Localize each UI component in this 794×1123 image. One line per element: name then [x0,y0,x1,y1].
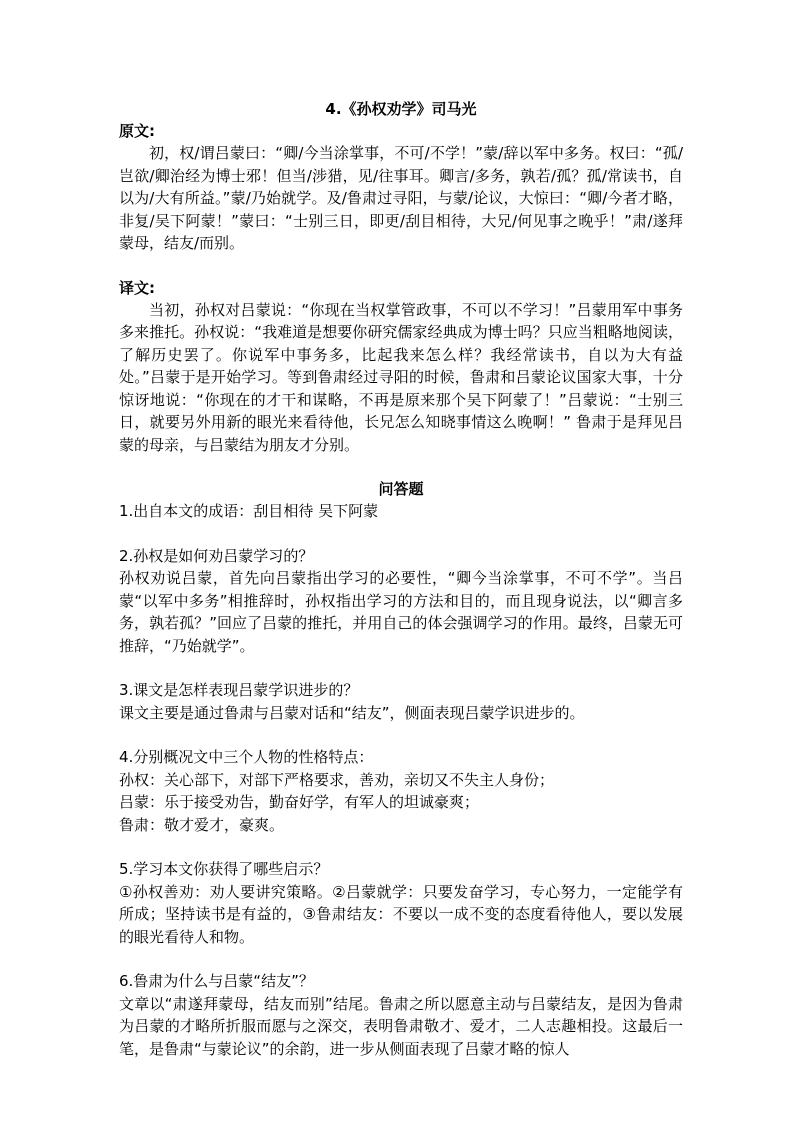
q5-answer: ①孙权善劝：劝人要讲究策略。②吕蒙就学：只要发奋学习，专心努力，一定能学有所成；坚持读书是有益的，③鲁肃结友：不要以一成不变的态度看待他人，要以发展的眼光看待人和物。 [119,882,683,946]
section-gap [119,657,683,679]
section-gap [119,523,683,545]
original-label: 原文: [119,122,155,140]
section-gap [119,255,683,277]
q4-answer-lusu: 鲁肃：敬才爱才，豪爽。 [119,815,285,834]
q5-question: 5.学习本文你获得了哪些启示？ [119,860,329,878]
section-gap [119,724,683,746]
q3-question: 3.课文是怎样表现吕蒙学识进步的？ [119,681,359,699]
q4-question: 4.分别概况文中三个人物的性格特点： [119,748,374,766]
section-gap [119,948,683,970]
q6-question: 6.鲁肃为什么与吕蒙“结友”？ [119,972,314,990]
document-page [119,98,683,1060]
section-gap [119,836,683,858]
q3-answer: 课文主要是通过鲁肃与吕蒙对话和“结友”，侧面表现吕蒙学识进步的。 [119,703,585,722]
q4-answer-sunquan: 孙权：关心部下，对部下严格要求，善劝，亲切又不失主人身份； [119,770,555,789]
original-text: 初，权/谓吕蒙曰：“卿/今当涂掌事，不可/不学！”蒙/辞以军中多务。权曰：“孤/岂欲/卿治经为博士邪！但当/涉猎，见/往事耳。卿言/多务，孰若/孤？孤/常读书，自以为/大有所益。”蒙/乃始就学。及/鲁肃过寻阳，与蒙/论议，大惊曰：“卿/今者才略，非复/吴下阿蒙！”蒙曰：“士别三日，即更/刮目相待，大兄/何见事之晚乎！”肃/遂拜蒙母，结友/而别。 [119,144,683,252]
qa-heading: 问答题 [378,480,424,498]
document-title: 4.《孙权劝学》司马光 [325,100,477,118]
q1-text: 1.出自本文的成语：刮目相待 吴下阿蒙 [119,502,379,520]
q6-answer: 文章以“肃遂拜蒙母，结友而别”结尾。鲁肃之所以愿意主动与吕蒙结友，是因为鲁肃为吕蒙的才略所折服而愿与之深交，表明鲁肃敬才、爱才，二人志趣相投。这最后一笔，是鲁肃“与蒙论议”的余韵，进一步从侧面表现了吕蒙才略的惊人 [119,994,683,1058]
translation-label: 译文: [119,278,155,297]
translation-text: 当初，孙权对吕蒙说：“你现在当权掌管政事，不可以不学习！”吕蒙用军中事务多来推托。孙权说：“我难道是想要你研究儒家经典成为博士吗？只应当粗略地阅读，了解历史罢了。你说军中事务多，比起我来怎么样？我经常读书，自以为大有益处。”吕蒙于是开始学习。等到鲁肃经过寻阳的时候，鲁肃和吕蒙论议国家大事，十分惊讶地说：“你现在的才干和谋略，不再是原来那个吴下阿蒙了！”吕蒙说：“士别三日，就要另外用新的眼光来看待他，长兄怎么知晓事情这么晚啊！” 鲁肃于是拜见吕蒙的母亲，与吕蒙结为朋友才分别。 [119,300,683,454]
q2-question: 2.孙权是如何劝吕蒙学习的？ [119,546,314,565]
q2-answer: 孙权劝说吕蒙，首先向吕蒙指出学习的必要性，“卿今当涂掌事，不可不学”。当吕蒙“以军中多务”相推辞时，孙权指出学习的方法和目的，而且现身说法，以“卿言多务，孰若孤？”回应了吕蒙的推托，并用自己的体会强调学习的作用。最终，吕蒙无可推辞，“乃始就学”。 [119,569,683,655]
section-gap [119,456,683,478]
q4-answer-lvmeng: 吕蒙：乐于接受劝告，勤奋好学，有军人的坦诚豪爽； [119,793,480,811]
